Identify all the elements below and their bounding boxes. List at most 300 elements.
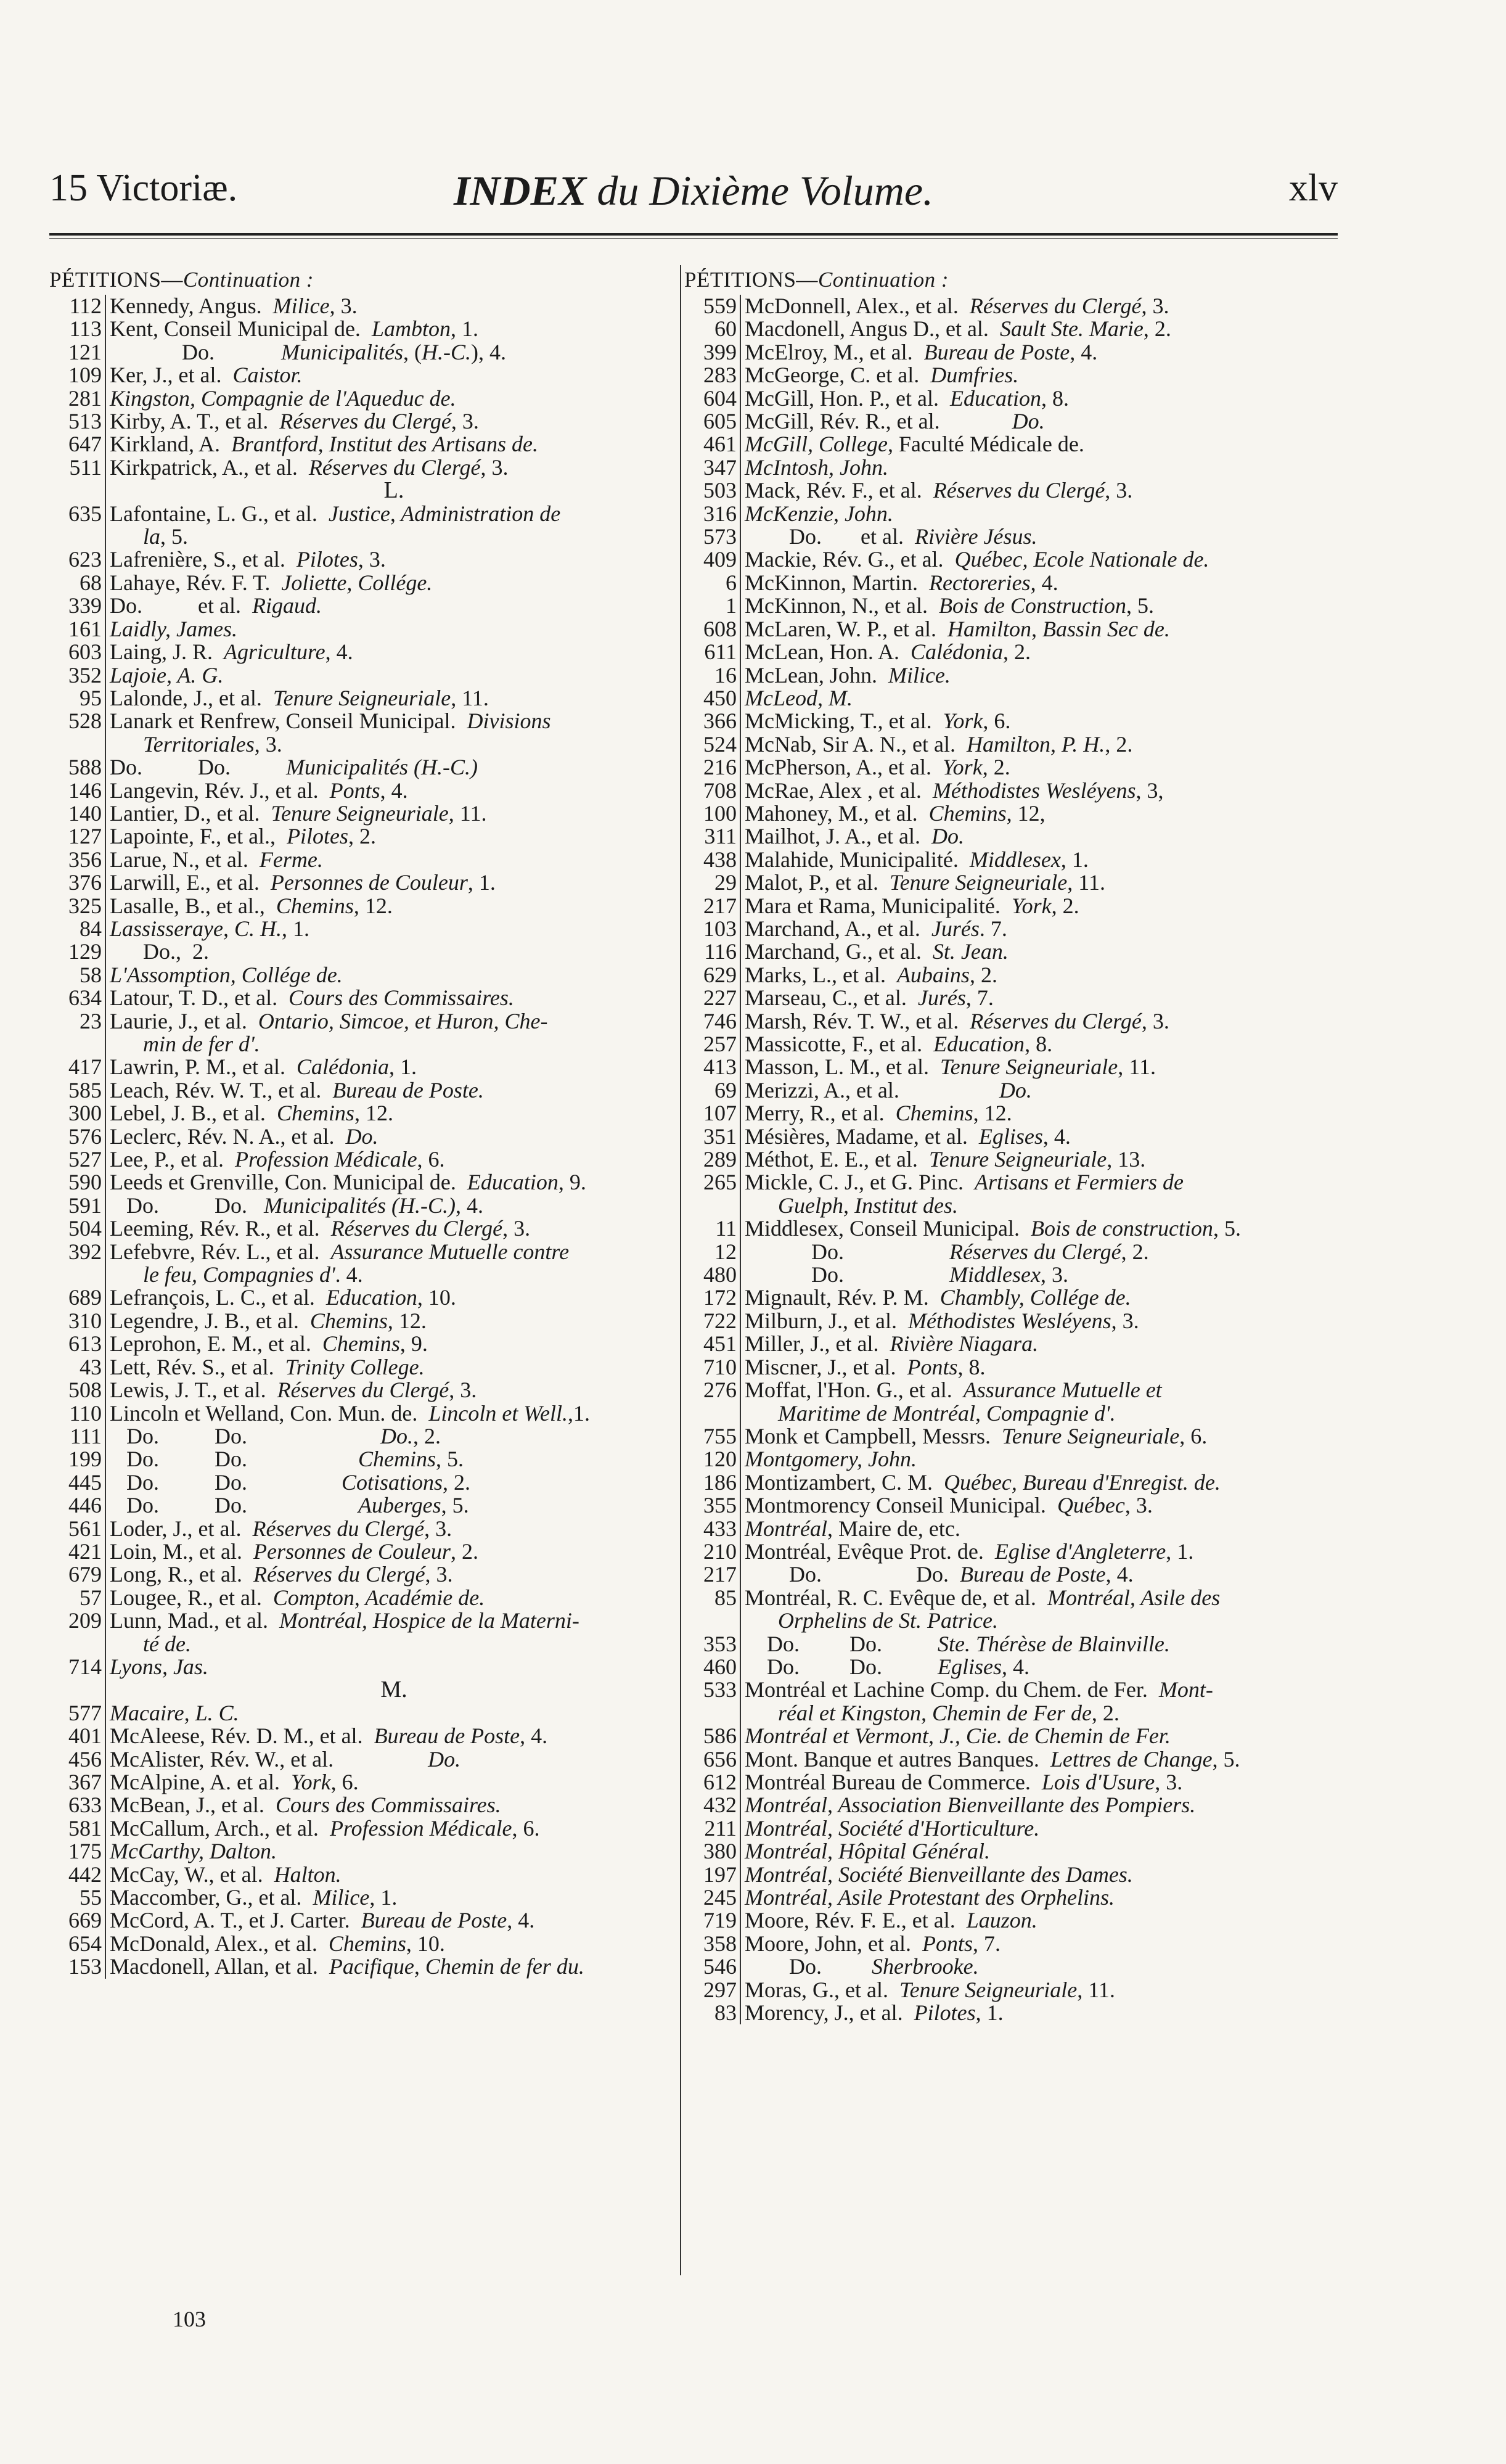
- entry-number: 107: [684, 1102, 741, 1125]
- entry-text: Leeds et Grenville, Con. Municipal de. Education, 9.: [110, 1170, 586, 1195]
- index-entry: [49, 1102, 678, 1125]
- header-rule-thin: [49, 238, 1338, 239]
- index-entry: [684, 1540, 1338, 1563]
- index-entry: [49, 1310, 678, 1333]
- entry-text: Lee, P., et al. Profession Médicale, 6.: [110, 1147, 445, 1172]
- entry-text: Mahoney, M., et al. Chemins, 12,: [745, 800, 1046, 826]
- index-entry: [684, 1286, 1338, 1309]
- entry-text: Lebel, J. B., et al. Chemins, 12.: [110, 1101, 393, 1126]
- entry-number: 508: [49, 1379, 106, 1402]
- index-entry: [684, 802, 1338, 825]
- index-entry: [684, 318, 1338, 340]
- index-entry: [49, 1563, 678, 1586]
- entry-text: Miscner, J., et al. Ponts, 8.: [745, 1354, 986, 1379]
- entry-text: McGill, Rév. R., et al. Do.: [745, 409, 1045, 434]
- entry-text: Moras, G., et al. Tenure Seigneuriale, 11.: [745, 1977, 1115, 2002]
- entry-number: 29: [684, 871, 741, 894]
- index-entry: [684, 1263, 1338, 1286]
- index-entry: [49, 1886, 678, 1909]
- index-entry: [684, 479, 1338, 502]
- entry-number: 367: [49, 1771, 106, 1794]
- index-entry: [49, 1171, 678, 1194]
- entry-text: Middlesex, Conseil Municipal. Bois de construction, 5.: [745, 1216, 1241, 1241]
- entry-text: Leclerc, Rév. N. A., et al. Do.: [110, 1123, 379, 1149]
- entry-number: 227: [684, 987, 741, 1009]
- page-number: 103: [173, 2307, 206, 2331]
- entry-text: Miller, J., et al. Rivière Niagara.: [745, 1331, 1039, 1357]
- right-column: [684, 265, 1338, 2024]
- entry-number: 417: [49, 1056, 106, 1078]
- entry-number: 460: [684, 1656, 741, 1678]
- index-entry: [684, 1840, 1338, 1863]
- entry-number: [684, 1194, 741, 1217]
- column-title: [684, 265, 1338, 295]
- entry-text: Lunn, Mad., et al. Montréal, Hospice de la Materni-: [110, 1608, 579, 1633]
- index-entry: [684, 548, 1338, 571]
- index-entry: [49, 895, 678, 918]
- index-entry: [684, 710, 1338, 733]
- entry-text: Lefebvre, Rév. L., et al. Assurance Mutuelle contre: [110, 1239, 570, 1264]
- entry-text: Territoriales, 3.: [143, 731, 282, 757]
- index-entry: [684, 1333, 1338, 1355]
- column-title: [49, 265, 678, 295]
- entry-number: 1: [684, 594, 741, 617]
- entry-text: McRae, Alex , et al. Méthodistes Wesléyens, 3,: [745, 778, 1164, 803]
- entry-text: McCarthy, Dalton.: [110, 1839, 277, 1864]
- entry-number: 533: [684, 1678, 741, 1701]
- entry-text: Lasalle, B., et al., Chemins, 12.: [110, 893, 393, 918]
- entry-text: McLeod, M.: [745, 685, 853, 710]
- entry-text: Do. Middlesex, 3.: [745, 1262, 1068, 1287]
- entry-number: 746: [684, 1010, 741, 1033]
- index-entry: [49, 1794, 678, 1817]
- index-entry: [684, 687, 1338, 710]
- entry-text: Milburn, J., et al. Méthodistes Wesléyens, 3.: [745, 1308, 1139, 1333]
- entry-text: Lefrançois, L. C., et al. Education, 10.: [110, 1285, 456, 1310]
- index-entry: [49, 687, 678, 710]
- index-entry: [684, 1033, 1338, 1056]
- entry-number: 297: [684, 1979, 741, 2002]
- column-divider: [680, 265, 681, 2275]
- entry-text: Monk et Campbell, Messrs. Tenure Seigneuriale, 6.: [745, 1423, 1208, 1448]
- index-entry: [49, 364, 678, 387]
- index-entry: [684, 895, 1338, 918]
- entry-text: Do. et al. Rigaud.: [110, 593, 322, 618]
- entry-number: 12: [684, 1241, 741, 1263]
- entry-text: Lougee, R., et al. Compton, Académie de.: [110, 1585, 485, 1610]
- index-entry: [684, 1609, 1338, 1632]
- index-entry: [49, 295, 678, 318]
- entry-text: Larwill, E., et al. Personnes de Couleur, 1.: [110, 870, 496, 895]
- index-entry: [684, 1148, 1338, 1171]
- entry-text: Moore, John, et al. Ponts, 7.: [745, 1931, 1001, 1956]
- entry-number: 311: [684, 825, 741, 848]
- header-right: xlv: [1288, 167, 1338, 209]
- index-entry: [684, 1656, 1338, 1678]
- entry-number: 111: [49, 1425, 106, 1448]
- entry-text: Montréal, Société d'Horticulture.: [745, 1815, 1040, 1841]
- entry-number: [684, 1609, 741, 1632]
- entry-number: [49, 479, 106, 502]
- entry-text: Massicotte, F., et al. Education, 8.: [745, 1032, 1053, 1056]
- index-entry: [49, 940, 678, 963]
- entry-text: Kirkland, A. Brantford, Institut des Artisans de.: [110, 432, 539, 457]
- entry-number: 103: [684, 918, 741, 940]
- entry-number: 68: [49, 572, 106, 594]
- entry-text: Kirby, A. T., et al. Réserves du Clergé, 3.: [110, 409, 479, 434]
- entry-text: Lafontaine, L. G., et al. Justice, Administration de: [110, 501, 561, 526]
- index-entry: [684, 525, 1338, 548]
- index-entry: [49, 433, 678, 456]
- entry-text: Lincoln et Welland, Con. Mun. de. Lincoln et Well.,1.: [110, 1400, 591, 1426]
- index-entry: [49, 825, 678, 848]
- entry-text: Malot, P., et al. Tenure Seigneuriale, 11.: [745, 870, 1105, 895]
- entry-text: Long, R., et al. Réserves du Clergé, 3.: [110, 1562, 453, 1587]
- index-entry: [684, 1886, 1338, 1909]
- column-title-main: PÉTITIONS—: [684, 268, 818, 292]
- entry-number: 352: [49, 664, 106, 687]
- index-entry: [49, 1056, 678, 1078]
- entry-number: 116: [684, 940, 741, 963]
- entry-text: Leach, Rév. W. T., et al. Bureau de Poste.: [110, 1077, 484, 1103]
- entry-text: Mésières, Madame, et al. Eglises, 4.: [745, 1123, 1071, 1149]
- entry-number: [684, 1402, 741, 1425]
- index-entry: [49, 341, 678, 364]
- index-entry: [49, 1932, 678, 1955]
- entry-number: 110: [49, 1402, 106, 1425]
- entry-number: 461: [684, 433, 741, 456]
- index-entry: [684, 456, 1338, 479]
- index-entry: [684, 1448, 1338, 1471]
- entry-text: McLaren, W. P., et al. Hamilton, Bassin Sec de.: [745, 616, 1170, 641]
- index-entry: [49, 1471, 678, 1494]
- index-entry: [49, 964, 678, 987]
- index-entry: [49, 848, 678, 871]
- entry-number: 109: [49, 364, 106, 387]
- index-entry: [684, 364, 1338, 387]
- entry-number: 366: [684, 710, 741, 733]
- index-entry: [684, 1563, 1338, 1586]
- entry-number: 112: [49, 295, 106, 318]
- page-header: [49, 166, 1338, 216]
- entry-text: Latour, T. D., et al. Cours des Commissaires.: [110, 985, 514, 1011]
- entry-number: 199: [49, 1448, 106, 1471]
- entry-number: 708: [684, 779, 741, 802]
- index-entry: [684, 1494, 1338, 1517]
- index-entry: [49, 1840, 678, 1863]
- index-entry: [684, 1909, 1338, 1932]
- entry-text: Mont. Banque et autres Banques. Lettres de Change, 5.: [745, 1746, 1240, 1772]
- entry-text: le feu, Compagnies d'. 4.: [143, 1262, 363, 1287]
- entry-number: 58: [49, 964, 106, 987]
- entry-number: 175: [49, 1840, 106, 1863]
- index-entry: [49, 1587, 678, 1609]
- entry-number: 446: [49, 1494, 106, 1517]
- header-title-bold: INDEX: [453, 167, 587, 214]
- entry-number: 57: [49, 1587, 106, 1609]
- entry-number: 438: [684, 848, 741, 871]
- index-entry: [49, 1448, 678, 1471]
- entry-number: 356: [49, 848, 106, 871]
- entry-number: 217: [684, 1563, 741, 1586]
- entry-number: 433: [684, 1517, 741, 1540]
- entry-text: L'Assomption, Collége de.: [110, 962, 343, 987]
- index-entry: [684, 940, 1338, 963]
- entry-text: Do. Do. Municipalités (H.-C.): [110, 755, 478, 780]
- index-entry: [49, 1863, 678, 1886]
- index-entry: [684, 1402, 1338, 1425]
- entry-text: McDonnell, Alex., et al. Réserves du Clergé, 3.: [745, 294, 1169, 318]
- entry-text: McAlpine, A. et al. York, 6.: [110, 1770, 359, 1794]
- entry-number: 283: [684, 364, 741, 387]
- entry-number: 16: [684, 664, 741, 687]
- index-entry: [49, 779, 678, 802]
- entry-text: Lewis, J. T., et al. Réserves du Clergé, 3.: [110, 1378, 477, 1403]
- entry-text: Do. et al. Rivière Jésus.: [745, 524, 1037, 549]
- entry-text: Marks, L., et al. Aubains, 2.: [745, 962, 997, 987]
- index-entry: [49, 1402, 678, 1425]
- entry-number: 83: [684, 2002, 741, 2024]
- index-entry: [684, 1241, 1338, 1263]
- index-entry: [684, 1010, 1338, 1033]
- header-left: 15 Victoriæ.: [49, 167, 238, 209]
- entry-number: 186: [684, 1471, 741, 1494]
- index-entry: [684, 1379, 1338, 1402]
- index-entry: [684, 664, 1338, 687]
- entry-text: Montréal, R. C. Evêque de, et al. Montréal, Asile des: [745, 1585, 1221, 1610]
- entry-text: Macaire, L. C.: [110, 1700, 239, 1725]
- entry-text: min de fer d'.: [143, 1032, 260, 1056]
- entry-text: Laing, J. R. Agriculture, 4.: [110, 639, 353, 665]
- entry-number: 121: [49, 341, 106, 364]
- index-entry: [684, 825, 1338, 848]
- entry-text: Lassisseraye, C. H., 1.: [110, 916, 310, 941]
- entry-text: Do. Do. Chemins, 5.: [110, 1447, 464, 1472]
- entry-number: 351: [684, 1125, 741, 1148]
- index-entry: [684, 779, 1338, 802]
- index-entry: [684, 1678, 1338, 1701]
- entry-text: Do. Do. Do., 2.: [110, 1423, 441, 1448]
- entry-number: 445: [49, 1471, 106, 1494]
- index-entry: [49, 1517, 678, 1540]
- entry-text: Loder, J., et al. Réserves du Clergé, 3.: [110, 1516, 452, 1541]
- entry-number: 399: [684, 341, 741, 364]
- entry-number: 504: [49, 1217, 106, 1240]
- entry-text: McDonald, Alex., et al. Chemins, 10.: [110, 1931, 445, 1956]
- entry-number: 623: [49, 548, 106, 571]
- index-entry: [684, 964, 1338, 987]
- entry-text: Do. Do. Eglises, 4.: [745, 1654, 1029, 1679]
- entry-number: 69: [684, 1079, 741, 1102]
- section-letter: M.: [380, 1677, 407, 1703]
- left-column: [49, 265, 678, 1979]
- entry-text: Lalonde, J., et al. Tenure Seigneuriale, 11.: [110, 685, 489, 710]
- column-title-italic: Continuation :: [817, 268, 949, 292]
- entry-number: 127: [49, 825, 106, 848]
- index-entry: [49, 1494, 678, 1517]
- entry-number: 23: [49, 1010, 106, 1033]
- entry-text: Montréal et Vermont, J., Cie. de Chemin de Fer.: [745, 1723, 1171, 1749]
- index-entry: [49, 1725, 678, 1747]
- index-entry: [49, 1125, 678, 1148]
- index-entry: [49, 548, 678, 571]
- entry-text: Montréal, Association Bienveillante des Pompiers.: [745, 1793, 1196, 1818]
- entry-number: 172: [684, 1286, 741, 1309]
- index-entry: [49, 1909, 678, 1932]
- entry-number: 355: [684, 1494, 741, 1517]
- entry-number: 421: [49, 1540, 106, 1563]
- index-entry: [684, 1171, 1338, 1194]
- index-entry: [49, 1702, 678, 1725]
- entry-text: McKinnon, Martin. Rectoreries, 4.: [745, 570, 1058, 595]
- entry-number: 95: [49, 687, 106, 710]
- entry-number: [49, 1033, 106, 1056]
- entry-text: McMicking, T., et al. York, 6.: [745, 708, 1011, 734]
- entry-text: McKinnon, N., et al. Bois de Construction, 5.: [745, 593, 1154, 618]
- index-entry: [684, 756, 1338, 779]
- index-entry: [684, 387, 1338, 410]
- entry-number: 300: [49, 1102, 106, 1125]
- entry-text: Lantier, D., et al. Tenure Seigneuriale, 11.: [110, 800, 487, 826]
- entry-text: Moore, Rév. F. E., et al. Lauzon.: [745, 1908, 1037, 1933]
- index-entry: [49, 572, 678, 594]
- entry-text: Larue, N., et al. Ferme.: [110, 847, 323, 872]
- entry-number: 604: [684, 387, 741, 410]
- entry-number: 635: [49, 503, 106, 525]
- entry-number: 714: [49, 1656, 106, 1678]
- entry-number: 197: [684, 1863, 741, 1886]
- entry-text: Mickle, C. J., et G. Pinc. Artisans et Fermiers de: [745, 1170, 1184, 1195]
- entry-text: McCallum, Arch., et al. Profession Médicale, 6.: [110, 1815, 540, 1841]
- index-entry: [684, 1471, 1338, 1494]
- entry-text: McAlister, Rév. W., et al. Do.: [110, 1746, 461, 1772]
- entry-text: McPherson, A., et al. York, 2.: [745, 755, 1010, 780]
- entry-number: 84: [49, 918, 106, 940]
- column-title-main: PÉTITIONS—: [49, 268, 183, 292]
- index-entry: [684, 1102, 1338, 1125]
- entry-number: 586: [684, 1725, 741, 1747]
- index-entry: [684, 1633, 1338, 1656]
- entry-number: 216: [684, 756, 741, 779]
- entry-text: McIntosh, John.: [745, 454, 888, 480]
- entry-number: 585: [49, 1079, 106, 1102]
- entry-number: 603: [49, 641, 106, 663]
- index-entry: [49, 1194, 678, 1217]
- entry-text: Laurie, J., et al. Ontario, Simcoe, et Huron, Che-: [110, 1008, 548, 1033]
- entry-text: Marsh, Rév. T. W., et al. Réserves du Clergé, 3.: [745, 1008, 1169, 1033]
- index-entry: [684, 1771, 1338, 1794]
- entry-text: Kennedy, Angus. Milice, 3.: [110, 294, 358, 318]
- entry-text: McCord, A. T., et J. Carter. Bureau de Poste, 4.: [110, 1908, 535, 1933]
- entry-text: Leeming, Rév. R., et al. Réserves du Clergé, 3.: [110, 1216, 531, 1241]
- entry-number: 588: [49, 756, 106, 779]
- entry-text: Mignault, Rév. P. M. Chambly, Collége de.: [745, 1285, 1131, 1310]
- index-entry: [49, 641, 678, 663]
- entry-number: 161: [49, 618, 106, 641]
- entry-number: 573: [684, 525, 741, 548]
- index-entry: [684, 341, 1338, 364]
- entry-number: 60: [684, 318, 741, 340]
- entry-text: Kirkpatrick, A., et al. Réserves du Clergé, 3.: [110, 454, 509, 480]
- entry-text: McBean, J., et al. Cours des Commissaires.: [110, 1793, 501, 1818]
- index-entry: [684, 1310, 1338, 1333]
- index-entry: [684, 1932, 1338, 1955]
- index-entry: [49, 1333, 678, 1355]
- index-entry: [49, 1748, 678, 1771]
- entry-number: 613: [49, 1333, 106, 1355]
- entry-text: Morency, J., et al. Pilotes, 1.: [745, 2000, 1004, 2026]
- entry-number: 276: [684, 1379, 741, 1402]
- index-entry: [49, 410, 678, 433]
- index-entry: [684, 1125, 1338, 1148]
- entry-number: 456: [49, 1748, 106, 1771]
- index-entry: [49, 664, 678, 687]
- index-entry: [49, 1148, 678, 1171]
- entry-text: Montizambert, C. M. Québec, Bureau d'Enregist. de.: [745, 1469, 1221, 1495]
- column-title-italic: Continuation :: [182, 268, 314, 292]
- entry-number: 755: [684, 1425, 741, 1448]
- entry-number: 710: [684, 1356, 741, 1379]
- entry-number: 576: [49, 1125, 106, 1148]
- entry-number: 719: [684, 1909, 741, 1932]
- index-entry: [684, 1356, 1338, 1379]
- entry-number: 546: [684, 1955, 741, 1978]
- index-entry: [49, 1609, 678, 1632]
- index-entry: [684, 1702, 1338, 1725]
- entry-number: 11: [684, 1217, 741, 1240]
- entry-text: Montréal, Société Bienveillante des Dames.: [745, 1862, 1133, 1887]
- entry-text: Mack, Rév. F., et al. Réserves du Clergé, 3.: [745, 478, 1133, 503]
- entry-text: Merizzi, A., et al. Do.: [745, 1077, 1032, 1103]
- index-entry: [684, 1079, 1338, 1102]
- entry-number: 611: [684, 641, 741, 663]
- entry-number: 669: [49, 1909, 106, 1932]
- entry-text: Montréal, Hôpital Général.: [745, 1839, 990, 1864]
- index-entry: [49, 594, 678, 617]
- index-entry: [684, 1056, 1338, 1078]
- entry-text: Méthot, E. E., et al. Tenure Seigneuriale, 13.: [745, 1147, 1146, 1172]
- entry-text: Lawrin, P. M., et al. Calédonia, 1.: [110, 1054, 417, 1080]
- entry-number: [684, 1702, 741, 1725]
- entry-text: Montgomery, John.: [745, 1447, 917, 1472]
- entry-number: 211: [684, 1817, 741, 1840]
- entry-number: 153: [49, 1955, 106, 1978]
- entry-number: 629: [684, 964, 741, 987]
- entry-number: 210: [684, 1540, 741, 1563]
- entry-number: 339: [49, 594, 106, 617]
- entry-number: 265: [684, 1171, 741, 1194]
- entry-text: Masson, L. M., et al. Tenure Seigneuriale, 11.: [745, 1054, 1156, 1080]
- entry-number: 289: [684, 1148, 741, 1171]
- entry-text: Do. Sherbrooke.: [745, 1954, 979, 1979]
- entry-number: [49, 1263, 106, 1286]
- index-entry: [49, 1263, 678, 1286]
- entry-text: Marchand, G., et al. St. Jean.: [745, 939, 1009, 964]
- entry-number: 590: [49, 1171, 106, 1194]
- header-rule: [49, 233, 1338, 236]
- index-entry: [684, 503, 1338, 525]
- index-entry: [49, 733, 678, 756]
- entry-number: 679: [49, 1563, 106, 1586]
- index-entry: [49, 1379, 678, 1402]
- index-entry: [684, 1725, 1338, 1747]
- entry-number: 528: [49, 710, 106, 733]
- entry-number: 310: [49, 1310, 106, 1333]
- entry-text: Do. Do. Ste. Thérèse de Blainville.: [745, 1631, 1170, 1656]
- index-entry: [49, 1356, 678, 1379]
- entry-number: 85: [684, 1587, 741, 1609]
- index-entry: [49, 918, 678, 940]
